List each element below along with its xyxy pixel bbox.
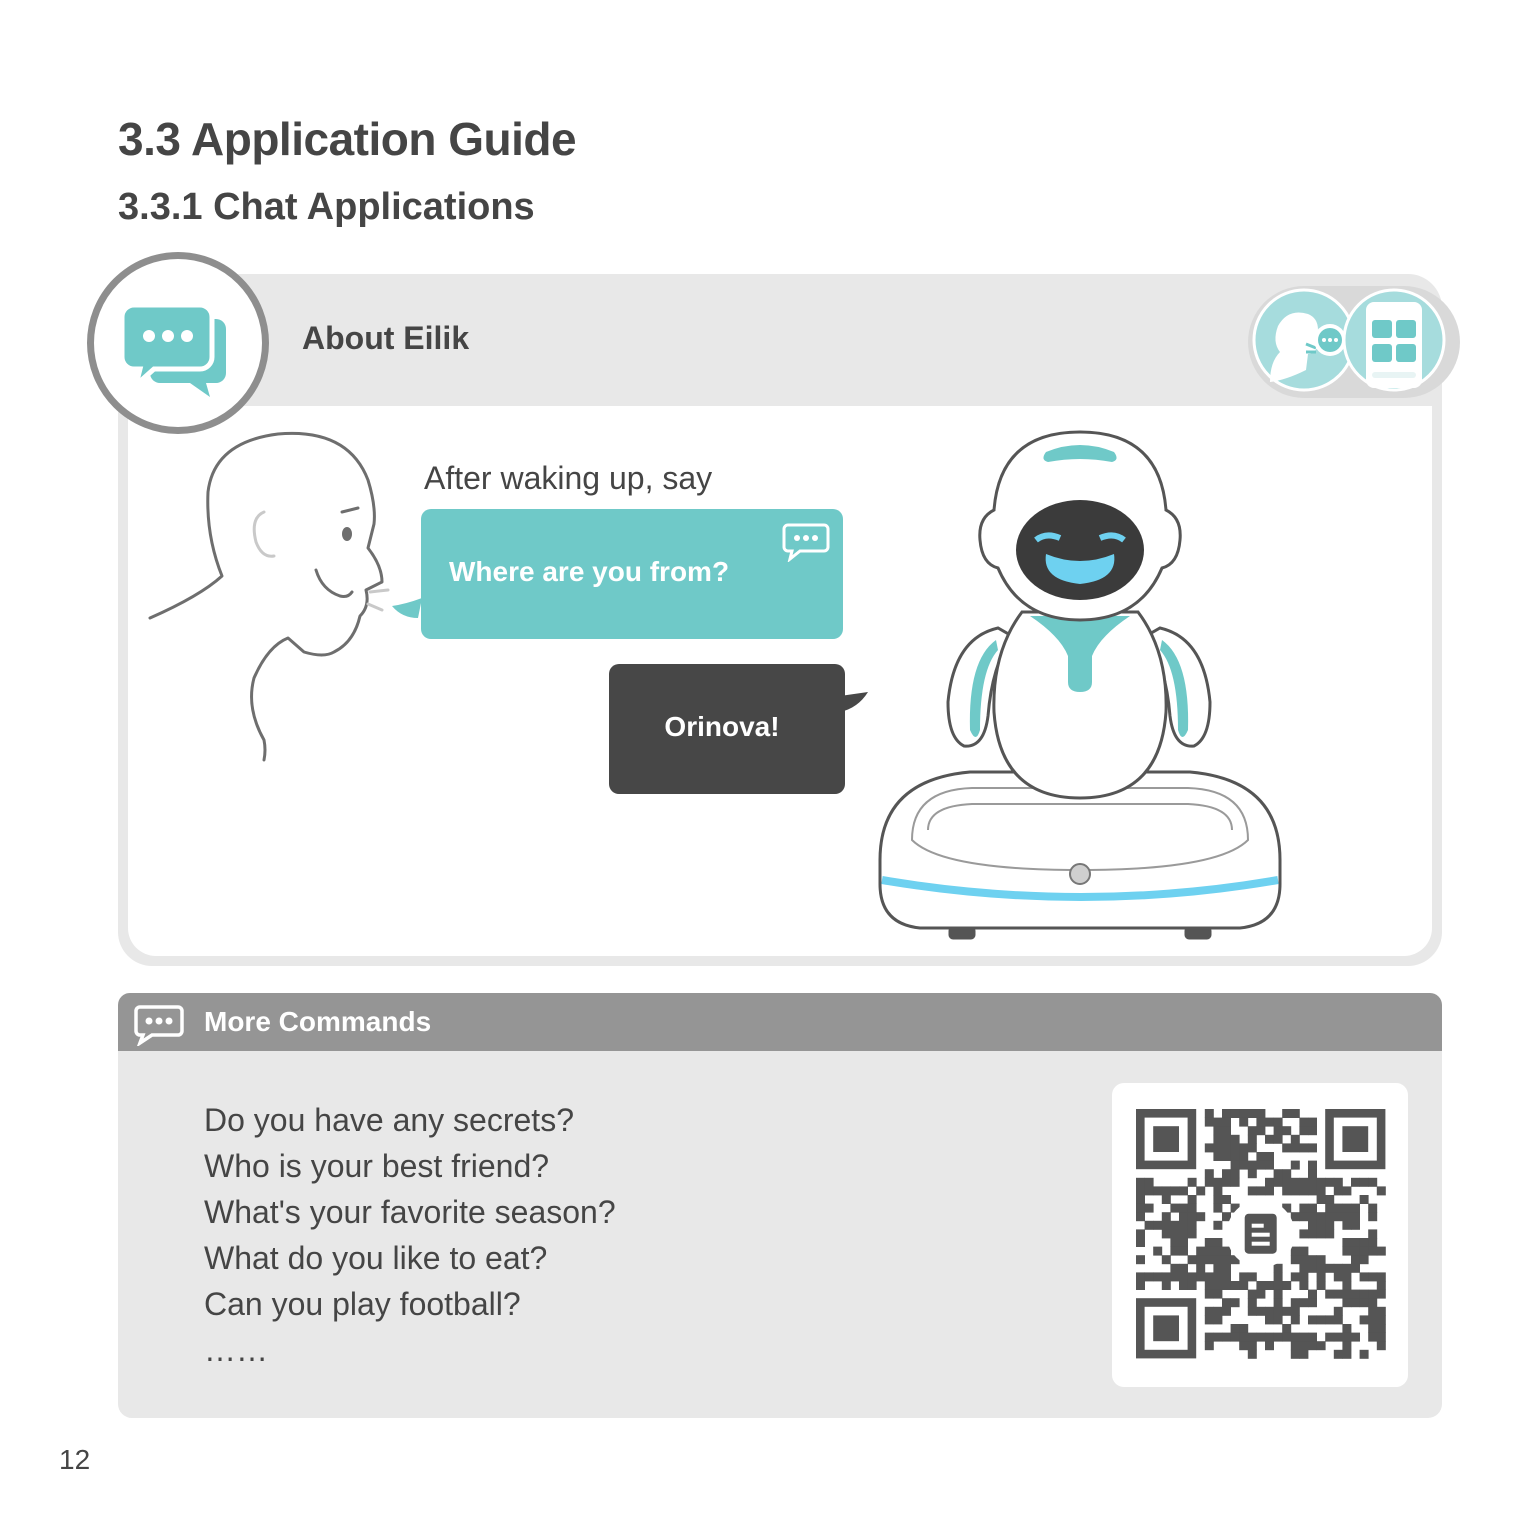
section-subtitle: 3.3.1 Chat Applications bbox=[118, 186, 535, 228]
list-item: Can you play football? bbox=[204, 1286, 521, 1322]
question-text: Where are you from? bbox=[449, 556, 730, 587]
list-item: What's your favorite season? bbox=[204, 1194, 616, 1230]
more-commands-title: More Commands bbox=[204, 1006, 432, 1037]
list-item: …… bbox=[204, 1332, 268, 1368]
person-illustration bbox=[150, 433, 388, 760]
answer-text: Orinova! bbox=[664, 711, 780, 742]
qr-code[interactable] bbox=[1112, 1083, 1408, 1387]
page-number: 12 bbox=[59, 1444, 91, 1475]
robot-illustration bbox=[880, 432, 1280, 938]
chat-bubble-icon bbox=[782, 522, 830, 562]
question-bubble-tail bbox=[392, 598, 422, 618]
qr-code-card[interactable] bbox=[1112, 1083, 1408, 1387]
list-item: Who is your best friend? bbox=[204, 1148, 550, 1184]
chat-bubble-icon bbox=[134, 1004, 184, 1046]
list-item: Do you have any secrets? bbox=[204, 1102, 574, 1138]
intro-text: After waking up, say bbox=[424, 460, 713, 496]
person-eye bbox=[342, 527, 352, 541]
commands-list bbox=[204, 1097, 616, 1373]
section-title: 3.3 Application Guide bbox=[118, 113, 577, 165]
card-header-label: About Eilik bbox=[302, 320, 470, 356]
list-item: What do you like to eat? bbox=[204, 1240, 548, 1276]
